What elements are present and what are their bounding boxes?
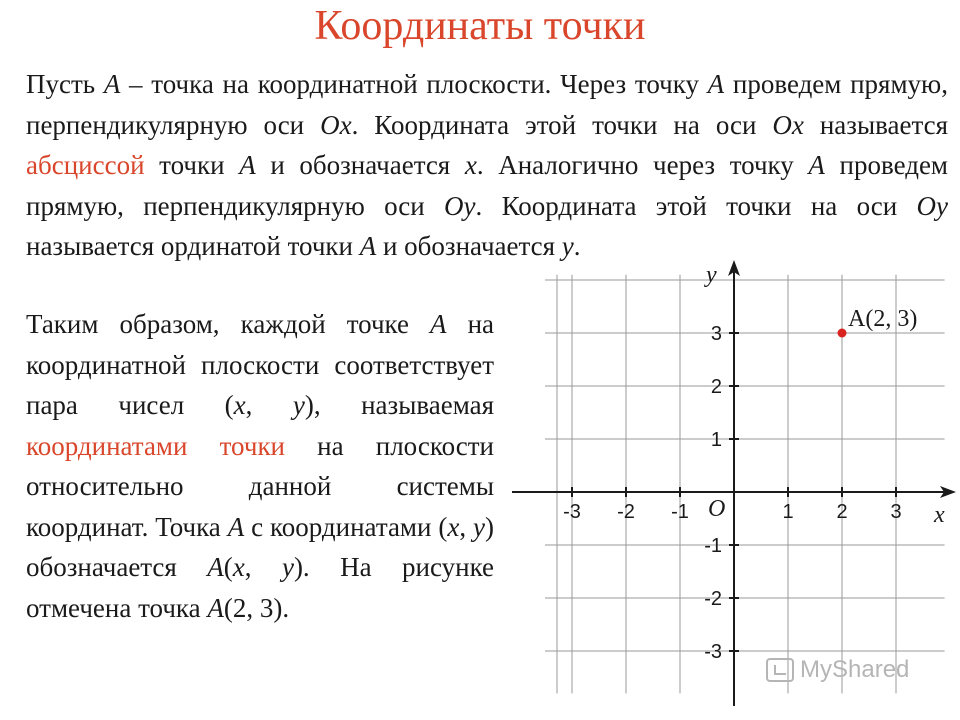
y-tick-label: -1 xyxy=(704,535,722,557)
y-tick-label: 3 xyxy=(710,323,722,345)
y-tick-label: 2 xyxy=(710,376,722,398)
y-axis-name: y xyxy=(706,262,717,288)
x-tick-label: -3 xyxy=(563,501,581,523)
watermark-text: MyShared xyxy=(800,656,910,683)
data-point xyxy=(838,329,847,338)
x-tick-label: -2 xyxy=(617,501,635,523)
paragraph-definition: Пусть A – точка на координатной плоскости. Через точку A проведем прямую, перпендикулярную оси Ox. Координата этой точки на оси Ox называется абсциссой точки A и обозначается x. Аналогично через точку A проведем прямую, перпендикулярную оси Oy. Координата этой точки на оси Oy называется ординатой точки A и обозначается y. xyxy=(26,69,949,261)
y-tick-label: -2 xyxy=(704,588,722,610)
presentation-icon xyxy=(766,658,794,682)
y-tick-label: 1 xyxy=(710,429,722,451)
x-tick-label: 2 xyxy=(836,501,848,523)
watermark xyxy=(766,656,909,684)
grid xyxy=(545,275,945,694)
term-coordinates: координатами точки xyxy=(26,430,286,461)
data-point-label: A(2, 3) xyxy=(848,306,918,332)
x-tick-label: 1 xyxy=(782,501,794,523)
origin-label: O xyxy=(708,496,726,522)
y-tick-label: -3 xyxy=(704,641,722,663)
slide-title: Координаты точки xyxy=(314,3,646,49)
coordinate-plane xyxy=(504,256,960,712)
x-axis-name: x xyxy=(934,502,945,528)
x-tick-label: 3 xyxy=(890,501,902,523)
term-abscissa: абсциссой xyxy=(26,150,145,180)
paragraph-coordinates: Таким образом, каждой точке A на координатной плоскости соответствует пара чисел (x, y), называемая координатами точки на плоскости относительно данной системы координат. Точка A с координатами (x, y) обозначается A(x, y). На рисунке отмечена точка A(2, 3). xyxy=(26,309,495,623)
x-tick-label: -1 xyxy=(671,501,689,523)
